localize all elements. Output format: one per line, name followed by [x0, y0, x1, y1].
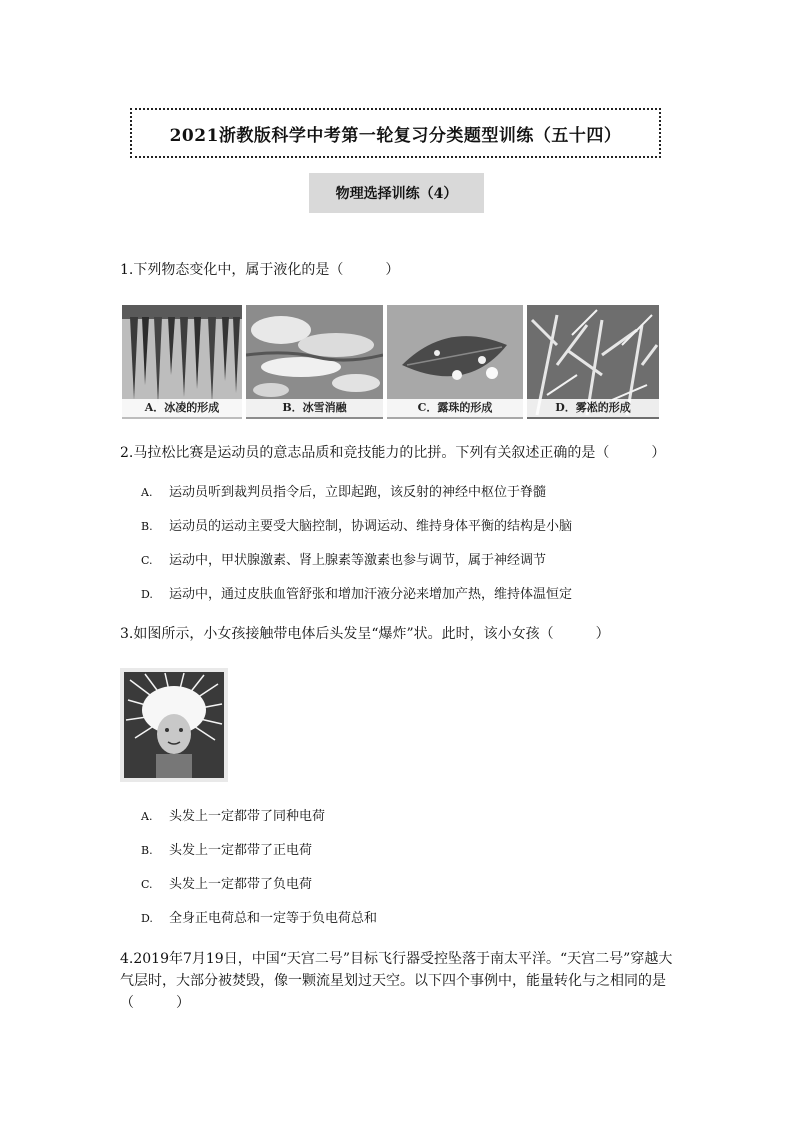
question-3-stem: 3.如图所示，小女孩接触带电体后头发呈“爆炸”状。此时，该小女孩（ ）: [120, 626, 610, 642]
option-letter: D.: [141, 912, 153, 925]
question-3-option-a: [141, 808, 325, 826]
question-1-image-strip: [122, 305, 659, 419]
option-letter: C.: [141, 878, 153, 891]
option-text: 运动员听到裁判员指令后，立即起跑，该反射的神经中枢位于脊髓: [169, 485, 547, 500]
question-2-option-c: [141, 552, 546, 570]
caption-c: C．露珠的形成: [387, 399, 523, 417]
section-subtitle: 物理选择训练（4）: [309, 173, 484, 213]
question-3-option-b: [141, 842, 312, 860]
option-letter: B.: [141, 844, 153, 857]
option-letter: A.: [141, 810, 153, 823]
question-2-option-b: [141, 518, 572, 536]
option-text: 全身正电荷总和一定等于负电荷总和: [169, 911, 378, 926]
icicle-photo: [122, 305, 242, 419]
option-text: 运动员的运动主要受大脑控制，协调运动、维持身体平衡的结构是小脑: [169, 519, 573, 534]
option-letter: B.: [141, 520, 153, 533]
option-text: 运动中，通过皮肤血管舒张和增加汗液分泌来增加产热，维持体温恒定: [169, 587, 573, 602]
option-text: 头发上一定都带了同种电荷: [169, 809, 326, 824]
question-2-option-a: [141, 484, 546, 502]
question-3-option-d: [141, 910, 377, 928]
document-title: 2021浙教版科学中考第一轮复习分类题型训练（五十四）: [130, 108, 661, 158]
question-2-option-d: [141, 586, 572, 604]
girl-hair-photo: [120, 668, 228, 782]
dew-photo: [387, 305, 523, 419]
caption-a: A．冰凌的形成: [122, 399, 242, 417]
caption-d: D．雾凇的形成: [527, 399, 659, 417]
option-letter: C.: [141, 554, 153, 567]
option-letter: D.: [141, 588, 153, 601]
question-2-stem: 2.马拉松比赛是运动员的意志品质和竞技能力的比拼。下列有关叙述正确的是（ ）: [120, 445, 666, 461]
question-4-stem: 4.2019年7月19日，中国“天宫二号”目标飞行器受控坠落于南太平洋。“天宫二号”穿越大气层时，大部分被焚毁，像一颗流星划过天空。以下四个事例中，能量转化与之相同的是（ ）: [120, 951, 673, 1011]
option-text: 头发上一定都带了正电荷: [169, 843, 313, 858]
option-letter: A.: [141, 486, 153, 499]
melting-snow-photo: [246, 305, 383, 419]
question-1-stem: 1.下列物态变化中，属于液化的是（ ）: [120, 262, 400, 278]
question-3-option-c: [141, 876, 312, 894]
option-text: 运动中，甲状腺激素、肾上腺素等激素也参与调节，属于神经调节: [169, 553, 547, 568]
caption-b: B．冰雪消融: [246, 399, 383, 417]
rime-photo: [527, 305, 659, 419]
option-text: 头发上一定都带了负电荷: [169, 877, 313, 892]
